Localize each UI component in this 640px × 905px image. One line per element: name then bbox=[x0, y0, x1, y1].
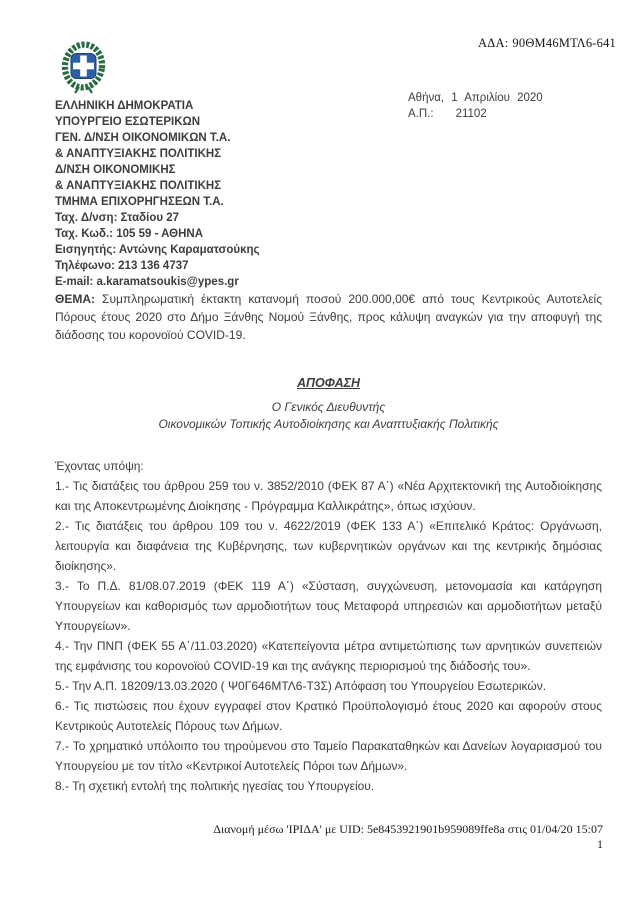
postal-code-line: Ταχ. Κωδ.: 105 59 - ΑΘΗΝΑ bbox=[55, 228, 204, 240]
protocol-number-line bbox=[408, 106, 543, 122]
authority-line: ΥΠΟΥΡΓΕΙΟ ΕΣΩΤΕΡΙΚΩΝ bbox=[55, 116, 201, 128]
ada-code bbox=[478, 36, 616, 51]
consideration-item: 3.- Το Π.Δ. 81/08.07.2019 (ΦΕΚ 119 Α΄) «Σύσταση, συγχώνευση, μετονομασία και κατάργηση Υπουργείων και καθορισμός των αρμοδιοτήτων τους Μεταφορά υπηρεσιών και αρμοδιοτήτων μεταξύ Υπουργείων». bbox=[55, 579, 602, 633]
decision-subtitle: Οικονομικών Τοπικής Αυτοδιοίκησης και Αναπτυξιακής Πολιτικής bbox=[158, 417, 499, 431]
decision-subtitle: Ο Γενικός Διευθυντής bbox=[271, 400, 386, 414]
date-protocol-block bbox=[408, 90, 543, 122]
consideration-item: 1.- Τις διατάξεις του άρθρου 259 του ν. 3852/2010 (ΦΕΚ 87 Α΄) «Νέα Αρχιτεκτονική της Αυτοδιοίκησης και της Αποκεντρωμένης Διοίκησης - Πρόγραμμα Καλλικράτης», όπως ισχύουν. bbox=[55, 479, 602, 513]
authority-line: ΓΕΝ. Δ/ΝΣΗ ΟΙΚΟΝΟΜΙΚΩΝ Τ.Α. bbox=[55, 132, 231, 144]
rapporteur-line: Εισηγητής: Αντώνης Καραματσούκης bbox=[55, 244, 260, 256]
email-line: E-mail: a.karamatsoukis@ypes.gr bbox=[55, 276, 239, 288]
consideration-item: 5.- Την Α.Π. 18209/13.03.2020 ( Ψ0Γ646ΜΤΛ6-Τ3Σ) Απόφαση του Υπουργείου Εσωτερικών. bbox=[55, 679, 547, 693]
authority-line: ΕΛΛΗΝΙΚΗ ΔΗΜΟΚΡΑΤΙΑ bbox=[55, 100, 194, 112]
considerations-intro: Έχοντας υπόψη: bbox=[55, 459, 144, 473]
subject-text: Συμπληρωματική έκτακτη κατανομή ποσού 200.000,00€ από τους Κεντρικούς Αυτοτελείς Πόρους έτους 2020 στο Δήμο Ξάνθης Νομού Ξάνθης, προς κάλυψη αναγκών για την αποφυγή της διάδοσης του κορονοϊού COVID-19. bbox=[55, 292, 602, 342]
decision-title: ΑΠΟΦΑΣΗ bbox=[296, 376, 361, 390]
ada-label: ΑΔΑ: bbox=[478, 36, 509, 50]
consideration-item: 4.- Την ΠΝΠ (ΦΕΚ 55 Α΄/11.03.2020) «Κατεπείγοντα μέτρα αντιμετώπισης των αρνητικών συνεπειών της εμφάνισης του κορονοϊού COVID-19 και της ανάγκης περιορισμού της διάδοσής του». bbox=[55, 639, 602, 673]
greek-coat-of-arms-icon bbox=[61, 41, 106, 95]
ada-value: 90ΘΜ46ΜΤΛ6-641 bbox=[512, 36, 616, 50]
consideration-item: 8.- Τη σχετική εντολή της πολιτικής ηγεσίας του Υπουργείου. bbox=[55, 779, 375, 793]
postal-address-line: Ταχ. Δ/νση: Σταδίου 27 bbox=[55, 212, 180, 224]
page-number: 1 bbox=[597, 837, 603, 851]
issuing-authority-block bbox=[55, 98, 260, 290]
decision-heading-block bbox=[55, 376, 602, 433]
issue-date: Αθήνα, 1 Απριλίου 2020 bbox=[408, 92, 543, 104]
phone-line: Τηλέφωνο: 213 136 4737 bbox=[55, 260, 189, 272]
protocol-number: 21102 bbox=[455, 108, 487, 120]
authority-line: & ΑΝΑΠΤΥΞΙΑΚΗΣ ΠΟΛΙΤΙΚΗΣ bbox=[55, 148, 222, 160]
subject-label: ΘΕΜΑ: bbox=[55, 292, 95, 306]
consideration-item: 2.- Τις διατάξεις του άρθρου 109 του ν. 4622/2019 (ΦΕΚ 133 Α΄) «Επιτελικό Κράτος: Οργάνωση, λειτουργία και διαφάνεια της Κυβέρνησης, των κυβερνητικών οργάνων και της κεντρικής δημόσιας διοίκησης». bbox=[55, 519, 602, 573]
authority-line: & ΑΝΑΠΤΥΞΙΑΚΗΣ ΠΟΛΙΤΙΚΗΣ bbox=[55, 180, 222, 192]
authority-line: Δ/ΝΣΗ ΟΙΚΟΝΟΜΙΚΗΣ bbox=[55, 164, 176, 176]
authority-line: ΤΜΗΜΑ ΕΠΙΧΟΡΗΓΗΣΕΩΝ Τ.Α. bbox=[55, 196, 224, 208]
distribution-footer: Διανομή μέσω 'ΙΡΙΔΑ' με UID: 5e8453921901b959089ffe8a στις 01/04/20 15:07 bbox=[213, 822, 603, 836]
consideration-item: 6.- Τις πιστώσεις που έχουν εγγραφεί στον Κρατικό Προϋπολογισμό έτους 2020 και αφορούν στους Κεντρικούς Αυτοτελείς Πόρους των Δήμων. bbox=[55, 699, 602, 733]
protocol-label: Α.Π.: bbox=[408, 108, 434, 120]
consideration-item: 7.- Το χρηματικό υπόλοιπο του τηρούμενου στο Ταμείο Παρακαταθηκών και Δανείων λογαριασμού του Υπουργείου με τον τίτλο «Κεντρικοί Αυτοτελείς Πόροι των Δήμων». bbox=[55, 739, 602, 773]
considerations-list bbox=[55, 456, 602, 796]
subject-paragraph bbox=[55, 290, 602, 344]
